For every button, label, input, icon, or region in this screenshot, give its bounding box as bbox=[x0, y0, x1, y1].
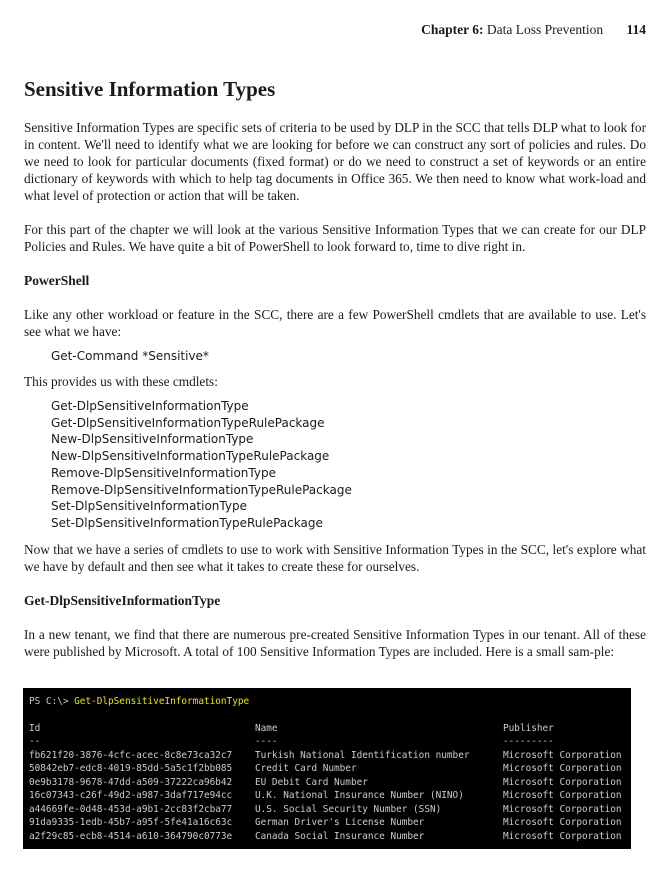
cmdlet-item: Set-DlpSensitiveInformationTypeRulePackage bbox=[51, 515, 323, 530]
row-id: fb621f20-3876-4cfc-acec-8c8e73ca32c7 bbox=[29, 749, 233, 761]
row-publisher: Microsoft Corporation bbox=[503, 830, 622, 842]
row-publisher: Microsoft Corporation bbox=[503, 790, 622, 801]
row-name: Credit Card Number bbox=[255, 763, 357, 774]
cmdlet-item: Get-DlpSensitiveInformationTypeRulePackage bbox=[51, 415, 325, 430]
row-name: U.K. National Insurance Number (NINO) bbox=[255, 790, 464, 801]
row-publisher: Microsoft Corporation bbox=[503, 749, 622, 761]
row-name: Canada Social Insurance Number bbox=[255, 830, 425, 842]
provides-paragraph: This provides us with these cmdlets: bbox=[24, 374, 218, 389]
row-id: a2f29c85-ecb8-4514-a610-364790c0773e bbox=[29, 830, 233, 842]
column-header-id: Id bbox=[29, 722, 41, 734]
cmdlet-item: New-DlpSensitiveInformationTypeRulePackage bbox=[51, 449, 330, 464]
chapter-label: Chapter 6: bbox=[421, 22, 484, 37]
powershell-intro-paragraph: Like any other workload or feature in the SCC, there are a few PowerShell cmdlets that are available to use. Let's see what we have: bbox=[24, 307, 646, 339]
row-publisher: Microsoft Corporation bbox=[503, 776, 622, 788]
table-row bbox=[29, 776, 622, 790]
running-header bbox=[421, 22, 646, 38]
separator-id: -- bbox=[29, 736, 41, 747]
row-name: Turkish National Identification number bbox=[255, 749, 470, 761]
chapter-title: Data Loss Prevention bbox=[486, 22, 604, 37]
console-prompt-line bbox=[29, 695, 625, 709]
table-row bbox=[29, 830, 622, 844]
row-publisher: Microsoft Corporation bbox=[503, 803, 622, 815]
cmdlet-item: Set-DlpSensitiveInformationType bbox=[51, 499, 247, 514]
page-content bbox=[24, 76, 646, 677]
console-prompt: PS C:\> bbox=[29, 696, 75, 707]
get-command-line: Get-Command *Sensitive* bbox=[51, 349, 209, 363]
row-id: 50842eb7-edc8-4019-85dd-5a5c1f2bb085 bbox=[29, 763, 233, 774]
chapter-part-paragraph: For this part of the chapter we will look at the various Sensitive Information Types that we can create for our DLP Policies and Rules. We have quite a bit of PowerShell to look forward to, time to dive right in. bbox=[24, 222, 646, 254]
column-header-name: Name bbox=[255, 722, 278, 734]
table-row bbox=[29, 789, 622, 803]
cmdlet-item: Remove-DlpSensitiveInformationType bbox=[51, 465, 276, 480]
powershell-heading: PowerShell bbox=[24, 273, 90, 288]
row-id: 16c07343-c26f-49d2-a987-3daf717e94cc bbox=[29, 790, 233, 801]
row-id: 0e9b3178-9678-47dd-a509-37222ca96b42 bbox=[29, 776, 233, 788]
row-publisher: Microsoft Corporation bbox=[503, 817, 622, 828]
intro-paragraph: Sensitive Information Types are specific sets of criteria to be used by DLP in the SCC that tells DLP what to look for in content. We'll need to identify what we are looking for before we can construct any sort of policies and rules. Do we need to look for particular documents (fixed format) or do we need to construct a set of keywords or an entire dictionary of keywords with which to help tag documents in Office 365. We then need to know what work-load and what level of protection or action that will be taken. bbox=[24, 120, 646, 203]
cmdlet-item: Get-DlpSensitiveInformationType bbox=[51, 399, 249, 413]
console-output-table bbox=[29, 722, 622, 844]
powershell-console-screenshot bbox=[23, 688, 631, 849]
now-that-paragraph: Now that we have a series of cmdlets to use to work with Sensitive Information Types in the SCC, let's explore what we have by default and then see what it takes to create these for ourselves. bbox=[24, 541, 646, 574]
table-row bbox=[29, 816, 622, 830]
row-name: German Driver's License Number bbox=[255, 817, 425, 828]
separator-publisher: --------- bbox=[503, 736, 554, 747]
row-name: U.S. Social Security Number (SSN) bbox=[255, 803, 442, 815]
table-row bbox=[29, 762, 622, 776]
cmdlet-item: Remove-DlpSensitiveInformationTypeRulePackage bbox=[51, 482, 352, 497]
table-row bbox=[29, 749, 622, 763]
section-title: Sensitive Information Types bbox=[24, 77, 276, 101]
row-id: 91da9335-1edb-45b7-a95f-5fe41a16c63c bbox=[29, 817, 233, 828]
page-number: 114 bbox=[626, 22, 646, 37]
row-publisher: Microsoft Corporation bbox=[503, 763, 622, 774]
separator-name: ---- bbox=[255, 736, 278, 747]
console-command: Get-DlpSensitiveInformationType bbox=[74, 696, 250, 707]
new-tenant-paragraph: In a new tenant, we find that there are numerous pre-created Sensitive Information Types in our tenant. All of these were published by Microsoft. A total of 100 Sensitive Information Types are included. Here is a small sam-ple: bbox=[24, 626, 646, 659]
column-header-publisher: Publisher bbox=[503, 722, 554, 734]
row-id: a44669fe-0d48-453d-a9b1-2cc83f2cba77 bbox=[29, 803, 233, 815]
console-separator-row bbox=[29, 735, 622, 749]
cmdlet-list bbox=[51, 398, 646, 532]
row-name: EU Debit Card Number bbox=[255, 776, 368, 788]
table-row bbox=[29, 803, 622, 817]
console-header-row bbox=[29, 722, 622, 736]
get-cmdlet-heading: Get-DlpSensitiveInformationType bbox=[24, 592, 221, 608]
cmdlet-item: New-DlpSensitiveInformationType bbox=[51, 432, 254, 447]
